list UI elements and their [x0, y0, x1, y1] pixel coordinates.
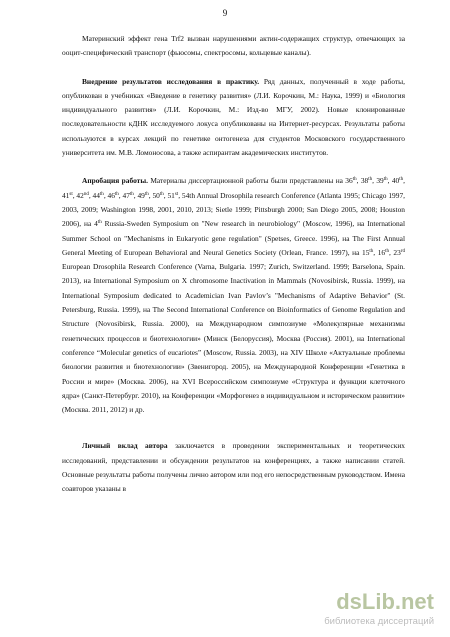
approbation-text: , 47 — [118, 190, 130, 200]
approbation-heading: Апробация работы. — [82, 176, 148, 186]
page-number: 9 — [222, 8, 228, 18]
ordinal-suffix: th — [385, 248, 389, 254]
approbation-text: , 23 — [389, 247, 401, 257]
paragraph-approbation — [62, 174, 405, 417]
approbation-text: , 40 — [387, 176, 400, 186]
implementation-text: Ряд данных, полученный в ходе работы, опубликован в учебниках «Введение в генетику развития» (Л.И. Корочкин, М.: Наука, 1999) и «Биология индивидуального развития» (Л.И. Корочкин, М.: Изд-во МГУ, 2002). Новые клонированные последовательности кДНК исследуемого локуса опубликованы на Интернет-ресурсах. Результаты работы используются в курсах лекций по генетике онтогенеза для студентов Московского государственного университета им. М.В. Ломоносова, а также аспирантам академических институтов. — [62, 76, 405, 158]
ordinal-suffix: th — [159, 191, 164, 197]
ordinal-suffix: th — [129, 191, 134, 197]
approbation-text: , 54th Annual Drosophila research Conference (Atlanta 1995; Chicago 1997, 2003, 2009; Washington 1998, 2001, 2010, 2013; Sietle 1999; Pittsburgh 2000; San Diego 2005, 2008; Houston 2006), на 4 — [62, 190, 405, 229]
implementation-heading: Внедрение результатов исследования в практику. — [82, 76, 260, 86]
ordinal-suffix: st — [69, 191, 73, 197]
page-body — [62, 32, 405, 497]
watermark-logo: dsLib.net — [336, 589, 434, 614]
paragraph-personal-contribution — [62, 439, 405, 496]
paragraph-maternal-effect: Материнский эффект гена Trf2 вызван нарушениями актин-содержащих структур, отвечающих за ооцит-специфический транспорт (фьюсомы, спектросомы, кольцевые каналы). — [62, 34, 405, 58]
ordinal-suffix: th — [399, 177, 404, 183]
ordinal-suffix: th — [144, 191, 149, 197]
ordinal-suffix: th — [368, 177, 373, 183]
approbation-text: , 41 — [62, 176, 405, 200]
ordinal-suffix: th — [99, 191, 104, 197]
approbation-text: , 51 — [163, 190, 175, 200]
approbation-text: Russia-Sweden Symposium on "New research in neurobiology" (Moscow, 1996), на International Summer School on "Mechanisms in Eukaryotic gene regulation" (Spetses, Greece. 1996), на The First Annual General Meeting of European Behavioral and Neural Genetics Society (Orlean, France. 1997), на 15 — [62, 219, 405, 257]
ordinal-suffix: nd — [83, 191, 89, 197]
approbation-text: , 50 — [148, 190, 160, 200]
approbation-text: , 49 — [133, 190, 145, 200]
ordinal-suffix: th — [97, 220, 102, 226]
approbation-text: , 42 — [72, 190, 84, 200]
ordinal-suffix: th — [352, 177, 357, 183]
paragraph-implementation — [62, 75, 405, 161]
personal-contribution-heading: Личный вклад автора — [82, 441, 168, 451]
ordinal-suffix: th — [383, 177, 388, 183]
approbation-text: European Drosophila Research Conference (Varna, Bulgaria. 1997; Zurich, Switzerland. 1999; Barselona, Spain. 2013), на International Symposium on X chromosome Inactivation in Mammals (Novosibirsk, Russia. 1999), на International Symposium dedicated to Academician Ivan Pavlov’s "Mechanisms of Adaptive Behavior" (St. Petersburg, Russia. 1999), на The Second International Conference on Bioinformatics of Genome Regulation and Structure (Novosibirsk, Russia. 2000), на Международном симпозиуме «Молекулярные механизмы генетических процессов и биотехнологии» (Минск (Белоруссия), Москва (Россия). 2001), на International conference “Molecular genetics of eucariotes” (Moscow, Russia. 2003), на XIV Школе «Актуальные проблемы биологии развития и биотехнологии» (Звенигород. 2005), на Международной Конференции «Генетика в России и мире» (Москва. 2006), на XVI Всероссийском симпозиуме «Структура и функции клеточного ядра» (Санкт-Петербург. 2010), на Конференции «Морфогенез в индивидуальном и историческом развитии» (Москва. 2011, 2012) и др. — [62, 262, 405, 415]
approbation-text: , 38 — [356, 176, 369, 186]
ordinal-suffix: rd — [400, 248, 405, 254]
approbation-text: , 16 — [373, 247, 386, 257]
ordinal-suffix: th — [114, 191, 119, 197]
approbation-text: , 46 — [103, 190, 115, 200]
watermark — [296, 589, 436, 631]
approbation-text: Материалы диссертационной работы были представлены на 36 — [147, 176, 353, 186]
ordinal-suffix: th — [369, 248, 374, 254]
approbation-text: , 44 — [88, 190, 100, 200]
ordinal-suffix: st — [174, 191, 179, 197]
approbation-text: , 39 — [372, 176, 384, 186]
watermark-caption: библиотека диссертаций — [324, 616, 434, 627]
personal-contribution-text: заключается в проведении экспериментальных и теоретических исследований, представлении и обсуждении результатов на конференциях, а также написании статей. Основные результаты работы получены лично автором или под его непосредственным руководством. Имена соавторов указаны в — [62, 441, 405, 494]
